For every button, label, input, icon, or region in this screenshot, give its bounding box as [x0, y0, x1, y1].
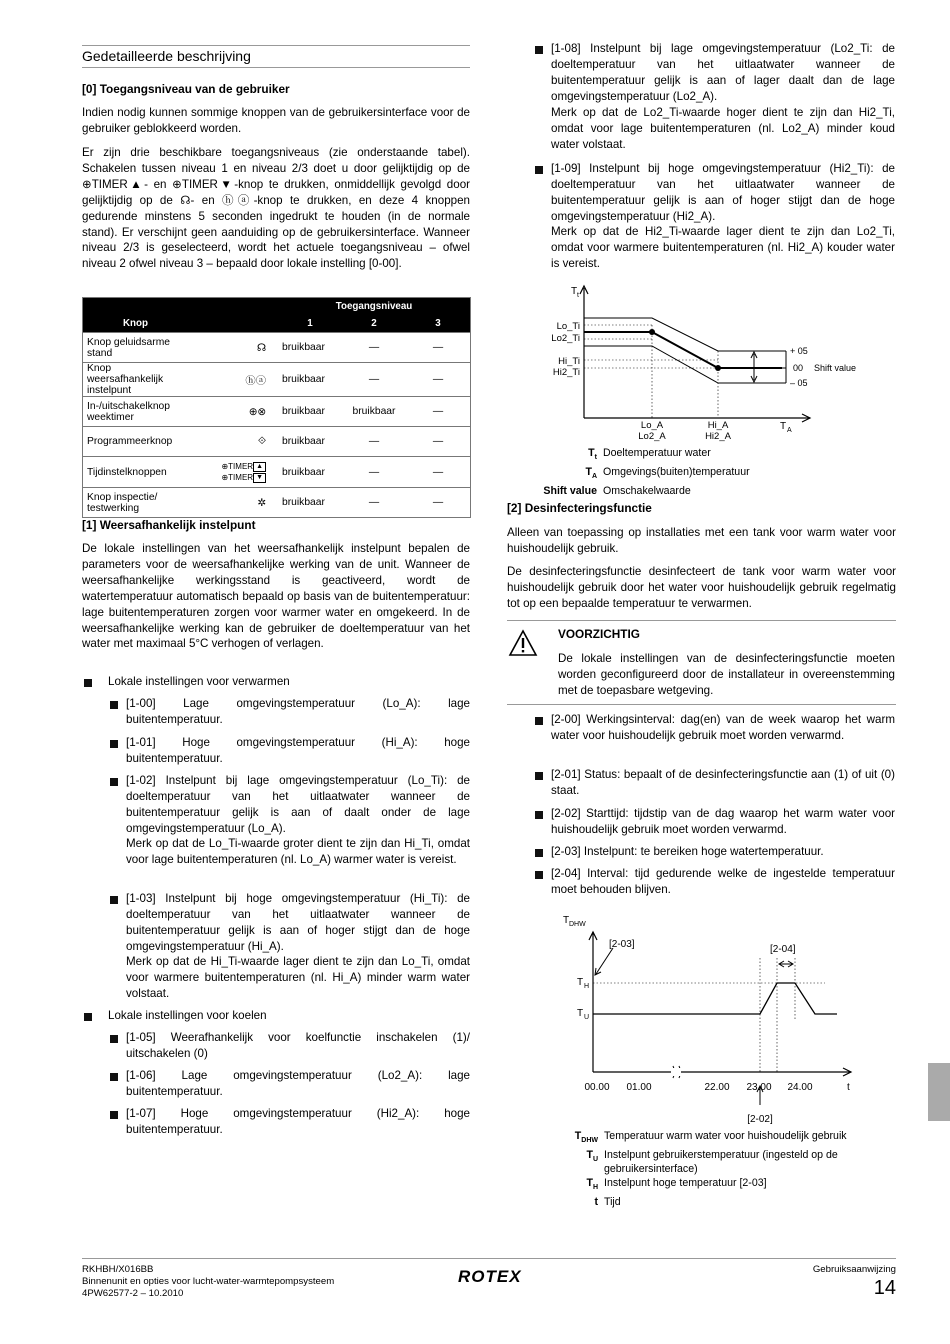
table-row: [83, 397, 471, 427]
row-level-3: —: [406, 488, 471, 518]
diagram1-point-low: [649, 329, 655, 335]
table-row: [83, 333, 471, 363]
diagram2-x-2200: 22.00: [704, 1082, 730, 1093]
program-icon: ⟐: [188, 427, 278, 457]
row-level-1: bruikbaar: [278, 427, 342, 457]
heat-item-1-03: [1-03] Instelpunt bij hoge omgevingstemperatuur (Hi_Ti): de doeltemperatuur van het uitlaatwater wanneer de buitentemperatuur gelijk is aan of hoger stijgt dan de hoge omgevingstemperatuur (Hi_A).: [126, 892, 470, 953]
timer-up-label: TIMER: [228, 462, 254, 471]
s0-paragraph-1: Indien nodig kunnen sommige knoppen van de gebruikersinterface voor de gebruiker geblokkeerd worden.: [82, 106, 470, 135]
diagram1-label-lo-ti: Lo_Ti: [556, 321, 580, 332]
diagram1-label-hi-ti: Hi_Ti: [558, 356, 580, 367]
footer-model: RKHBH/X016BB: [82, 1264, 154, 1275]
diagram2-legend: $T_{DHW}$ Temperatuur warm water voor huishoudelijk gebruik $T_U$ Instelpunt gebruikerstemperatuur (ingesteld op de gebruikersinterface) $T_H$ Instelpunt hoge temperatuur [2-03] t Tijd: [565, 1129, 875, 1209]
cool-item-1-05: [1-05] Weerafhankelijk voor koelfunctie inschakelen (1)/ uitschakelen (0): [126, 1031, 470, 1060]
heat-note-hi-ti: Merk op dat de Hi_Ti-waarde lager dient te zijn dan Lo_Ti, omdat voor warmere buitentemperaturen (nl. Hi_A) minder warm water volstaat.: [126, 955, 470, 1000]
heat-item-1-02: [1-02] Instelpunt bij lage omgevingstemperatuur (Lo_Ti): de doeltemperatuur van het uitlaatwater wanneer de buitentemperatuur gelijk is aan of daalt onder de lage omgevingstemperatuur (Lo_A).: [126, 774, 470, 835]
bullet-square-icon: [535, 166, 543, 174]
table-row: [83, 488, 471, 518]
diagram1-legend: $T_t$ Doeltemperatuur water $T_A$ Omgevings(buiten)temperatuur Shift value Omschakelwaarde: [532, 446, 753, 498]
row-level-2: —: [342, 488, 406, 518]
bullet-square-icon: [110, 1035, 118, 1043]
diagram1-shift-zero: 00: [793, 363, 804, 373]
bullet-square-icon: [110, 896, 118, 904]
s2-item-2-03: [2-03] Instelpunt: te bereiken hoge watertemperatuur.: [551, 845, 824, 858]
bullet-square-icon: [535, 46, 543, 54]
row-level-2: —: [342, 427, 406, 457]
timer-down-label: TIMER: [228, 473, 254, 482]
diagram1-shift-label: Shift value: [814, 363, 857, 373]
diagram2-y-sub: DHW: [569, 921, 586, 928]
s2-paragraph-2: De desinfecteringsfunctie desinfecteert de tank voor warm water voor huishoudelijk gebruik door het water voor huishoudelijk gebruik regelmatig tot op een bepaalde temperatuur te verwarmen.: [507, 565, 896, 610]
s2-item-2-01: [2-01] Status: bepaalt of de desinfecteringsfunctie aan (1) of uit (0) staat.: [551, 768, 895, 797]
bullet-square-icon: [535, 849, 543, 857]
table-row: [83, 363, 471, 397]
warning-triangle-icon: [508, 629, 538, 657]
row-name: Programmeerknop: [83, 427, 189, 457]
row-level-3: —: [406, 397, 471, 427]
diagram2-x-0000: 00.00: [584, 1082, 610, 1093]
rotex-logo: ROTEX: [458, 1267, 522, 1286]
caution-rule-top: [507, 620, 896, 621]
diagram1-lower-shift-line: [584, 346, 782, 383]
row-name: Knop inspectie/ testwerking: [83, 488, 189, 518]
diagram2-x-2400: 24.00: [787, 1082, 813, 1093]
weektimer-icon: ⊕⊗: [188, 397, 278, 427]
diagram1-label-hi2-a: Hi2_A: [705, 431, 731, 442]
diagram2-th-label: T: [577, 977, 584, 988]
diagram1-shift-plus: + 05: [790, 346, 808, 356]
diagram1-x-label: T: [780, 421, 787, 432]
row-level-1: bruikbaar: [278, 457, 342, 488]
legend-text: Doeltemperatuur water: [603, 447, 711, 459]
cool-item-1-06: [1-06] Lage omgevingstemperatuur (Lo2_A): lage buitentemperatuur.: [126, 1069, 470, 1098]
row-level-2: —: [342, 333, 406, 363]
header-rule-bottom: [82, 67, 470, 68]
diagram1-x-sub: A: [787, 427, 792, 434]
caution-text: De lokale instellingen van de desinfecteringsfunctie moeten worden geconfigureerd door de installateur in overeenstemming met de toepasbare wetgeving.: [558, 652, 895, 697]
row-name: Knop weersafhankelijk instelpunt: [83, 363, 189, 397]
chapter-tab: [928, 1063, 950, 1121]
table-header-level-1: 1: [278, 315, 342, 333]
heat-settings-label: Lokale instellingen voor verwarmen: [108, 675, 290, 688]
table-row: [83, 427, 471, 457]
legend-text: Instelpunt gebruikerstemperatuur (ingesteld op de gebruikersinterface): [604, 1149, 838, 1176]
cool-item-1-08: [1-08] Instelpunt bij lage omgevingstemperatuur (Lo2_Ti: de doeltemperatuur van het uitlaatwater wanneer de buitentemperatuur gelijk is aan of lager daalt dan de lage omgevingstemperatuur (Lo2_A).: [551, 42, 895, 103]
table-header-level-2: 2: [342, 315, 406, 333]
diagram1-shift-minus: – 05: [790, 378, 808, 388]
s2-item-2-00: [2-00] Werkingsinterval: dag(en) van de week waarop het warm water voor huishoudelijk gebruik moet worden verwarmd.: [551, 713, 895, 742]
footer-rule: [82, 1258, 896, 1259]
row-level-2: —: [342, 457, 406, 488]
bullet-square-icon: [110, 701, 118, 709]
legend-text: Omschakelwaarde: [603, 485, 691, 498]
caution-rule-bottom: [507, 704, 896, 705]
table-row: [83, 457, 471, 488]
timer-buttons-icon: ⊕TIMER ▲ ⊕TIMER ▼: [188, 457, 278, 488]
row-name: In-/uitschakelknop weektimer: [83, 397, 189, 427]
bullet-square-icon: [110, 1111, 118, 1119]
table-header-level-3: 3: [406, 315, 471, 333]
s1-heading: [1] Weersafhankelijk instelpunt: [82, 518, 256, 532]
diagram1-label-lo-a: Lo_A: [640, 420, 664, 431]
access-level-table: [82, 297, 471, 518]
footer-description: Binnenunit en opties voor lucht-water-warmtepompsysteem: [82, 1276, 335, 1287]
legend-text: Omgevings(buiten)temperatuur: [603, 466, 750, 479]
legend-text: Instelpunt hoge temperatuur [2-03]: [604, 1177, 767, 1190]
weather-dependent-icon: ⓗⓐ: [188, 363, 278, 397]
heat-item-1-01: [1-01] Hoge omgevingstemperatuur (Hi_A): hoge buitentemperatuur.: [126, 736, 470, 765]
caution-title: VOORZICHTIG: [558, 627, 640, 641]
row-level-3: —: [406, 363, 471, 397]
bullet-square-icon: [535, 811, 543, 819]
bullet-square-icon: [84, 1013, 92, 1021]
bullet-square-icon: [84, 679, 92, 687]
weather-dependent-diagram: [540, 282, 870, 442]
diagram1-label-hi-a: Hi_A: [707, 420, 729, 431]
legend-text: Temperatuur warm water voor huishoudelijk gebruik: [604, 1130, 847, 1142]
section-title: Gedetailleerde beschrijving: [82, 48, 251, 64]
row-level-3: —: [406, 333, 471, 363]
diagram2-th-sub: H: [584, 983, 590, 990]
bullet-square-icon: [110, 740, 118, 748]
diagram1-label-lo2-a: Lo2_A: [638, 431, 666, 442]
row-level-1: bruikbaar: [278, 363, 342, 397]
diagram2-tu-sub: U: [584, 1014, 590, 1021]
s2-item-2-04: [2-04] Interval: tijd gedurende welke de ingestelde temperatuur moet behouden blijven.: [551, 867, 895, 896]
diagram2-tu-label: T: [577, 1008, 584, 1019]
footer-reference: 4PW62577-2 – 10.2010: [82, 1288, 184, 1299]
legend-text: Tijd: [604, 1196, 621, 1209]
row-level-3: —: [406, 427, 471, 457]
page-number: 14: [873, 1277, 896, 1299]
table-group-header: Toegangsniveau: [278, 298, 471, 316]
diagram2-callout-2-03: [2-03]: [609, 939, 635, 950]
row-level-3: —: [406, 457, 471, 488]
diagram2-y-label: T: [563, 915, 570, 926]
row-level-1: bruikbaar: [278, 333, 342, 363]
diagram2-callout-2-02: [2-02]: [747, 1114, 773, 1125]
cool-note-hi2-ti: Merk op dat de Hi2_Ti-waarde lager dient te zijn dan Lo2_Ti, omdat voor warmere buitentemperaturen (nl. Hi2_A) kouder water is vereist.: [551, 225, 895, 270]
row-level-1: bruikbaar: [278, 488, 342, 518]
table-header-icon: [188, 315, 278, 333]
row-name: Tijdinstelknoppen: [83, 457, 189, 488]
s2-heading: [2] Desinfecteringsfunctie: [507, 501, 652, 515]
inspection-icon: ✲: [188, 488, 278, 518]
diagram2-x-label: t: [847, 1082, 850, 1093]
table-empty-header: [83, 298, 279, 316]
s2-paragraph-1: Alleen van toepassing op installaties met een tank voor warm water voor huishoudelijk gebruik.: [507, 526, 896, 555]
footer-doc-type: Gebruiksaanwijzing: [812, 1264, 896, 1275]
diagram1-label-lo2-ti: Lo2_Ti: [551, 333, 580, 344]
s2-item-2-02: [2-02] Starttijd: tijdstip van de dag waarop het warm water voor huishoudelijk gebruik moet worden verwarmd.: [551, 807, 895, 836]
diagram1-setpoint-line: [584, 332, 782, 368]
cool-item-1-09: [1-09] Instelpunt bij hoge omgevingstemperatuur (Hi2_Ti): de doeltemperatuur van het uitlaatwater wanneer de buitentemperatuur gelijk is aan of hoger stijgt dan de hoge omgevingstemperatuur (Hi2_A).: [551, 162, 895, 223]
diagram2-x-2300: 23.00: [746, 1082, 772, 1093]
diagram2-x-0100: 01.00: [626, 1082, 652, 1093]
heat-note-lo-ti: Merk op dat de Lo_Ti-waarde groter dient te zijn dan Hi_Ti, omdat voor lage buitentemperaturen (nl. Lo_A) warmer water is vereist.: [126, 837, 470, 866]
row-name: Knop geluidsarme stand: [83, 333, 189, 363]
header-rule-top: [82, 45, 470, 46]
s0-paragraph-2: Er zijn drie beschikbare toegangsniveaus (zie onderstaande tabel). Schakelen tussen niveau 1 en niveau 2/3 doet u door gelijktijdig op de ⊕TIMER▲- en ⊕TIMER▼-knop te drukken, onmiddellijk gevolgd door gelijktijdig op de ☊- en ⓗⓐ-knop te drukken, en deze 4 knoppen gedurende minstens 5 seconden ingedrukt te houden (in de normale stand). Er verschijnt geen aanduiding op de gebruikersinterface. Wanneer niveau 2/3 is geselecteerd, wordt het actuele toegangsniveau – ofwel niveau 2 ofwel niveau 3 – bepaald door lokale instelling [0-00].: [82, 146, 470, 271]
diagram2-temperature-line: [593, 983, 837, 1014]
s1-paragraph: De lokale instellingen van het weersafhankelijk instelpunt bepalen de parameters voor de weersafhankelijke werking van de unit. Wanneer de weersafhankelijke werkingsstand is geactiveerd, wordt de watertemperatuur automatisch bepaald op basis van de buitentemperatuur: lage buitentemperaturen zorgen voor warmer water en omgekeerd. In de weersafhankelijke werking kan de gebruiker de doeltemperatuur van het water met maximaal 5°C verhogen of verlagen.: [82, 542, 470, 651]
bullet-square-icon: [535, 871, 543, 879]
diagram1-point-high: [715, 365, 721, 371]
diagram1-y-label: T: [571, 286, 578, 297]
bullet-square-icon: [535, 772, 543, 780]
heat-item-1-00: [1-00] Lage omgevingstemperatuur (Lo_A): lage buitentemperatuur.: [126, 697, 470, 726]
disinfection-diagram: [555, 910, 865, 1128]
s0-heading: [0] Toegangsniveau van de gebruiker: [82, 82, 290, 96]
table-header-knop: Knop: [83, 315, 189, 333]
cool-settings-label: Lokale instellingen voor koelen: [108, 1009, 267, 1022]
bullet-square-icon: [110, 1073, 118, 1081]
bullet-square-icon: [535, 717, 543, 725]
silent-mode-icon: ☊: [188, 333, 278, 363]
diagram1-label-hi2-ti: Hi2_Ti: [552, 367, 580, 378]
bullet-square-icon: [110, 778, 118, 786]
cool-item-1-07: [1-07] Hoge omgevingstemperatuur (Hi2_A): hoge buitentemperatuur.: [126, 1107, 470, 1136]
row-level-2: —: [342, 363, 406, 397]
cool-note-lo2-ti: Merk op dat de Lo2_Ti-waarde hoger dient te zijn dan Hi2_Ti, omdat voor lage buitentemperaturen (nl. Lo2_A) minder koud water volstaat.: [551, 106, 895, 151]
diagram1-y-sub: t: [577, 292, 579, 299]
row-level-1: bruikbaar: [278, 397, 342, 427]
row-level-2: bruikbaar: [342, 397, 406, 427]
diagram2-callout-2-04: [2-04]: [770, 944, 796, 955]
